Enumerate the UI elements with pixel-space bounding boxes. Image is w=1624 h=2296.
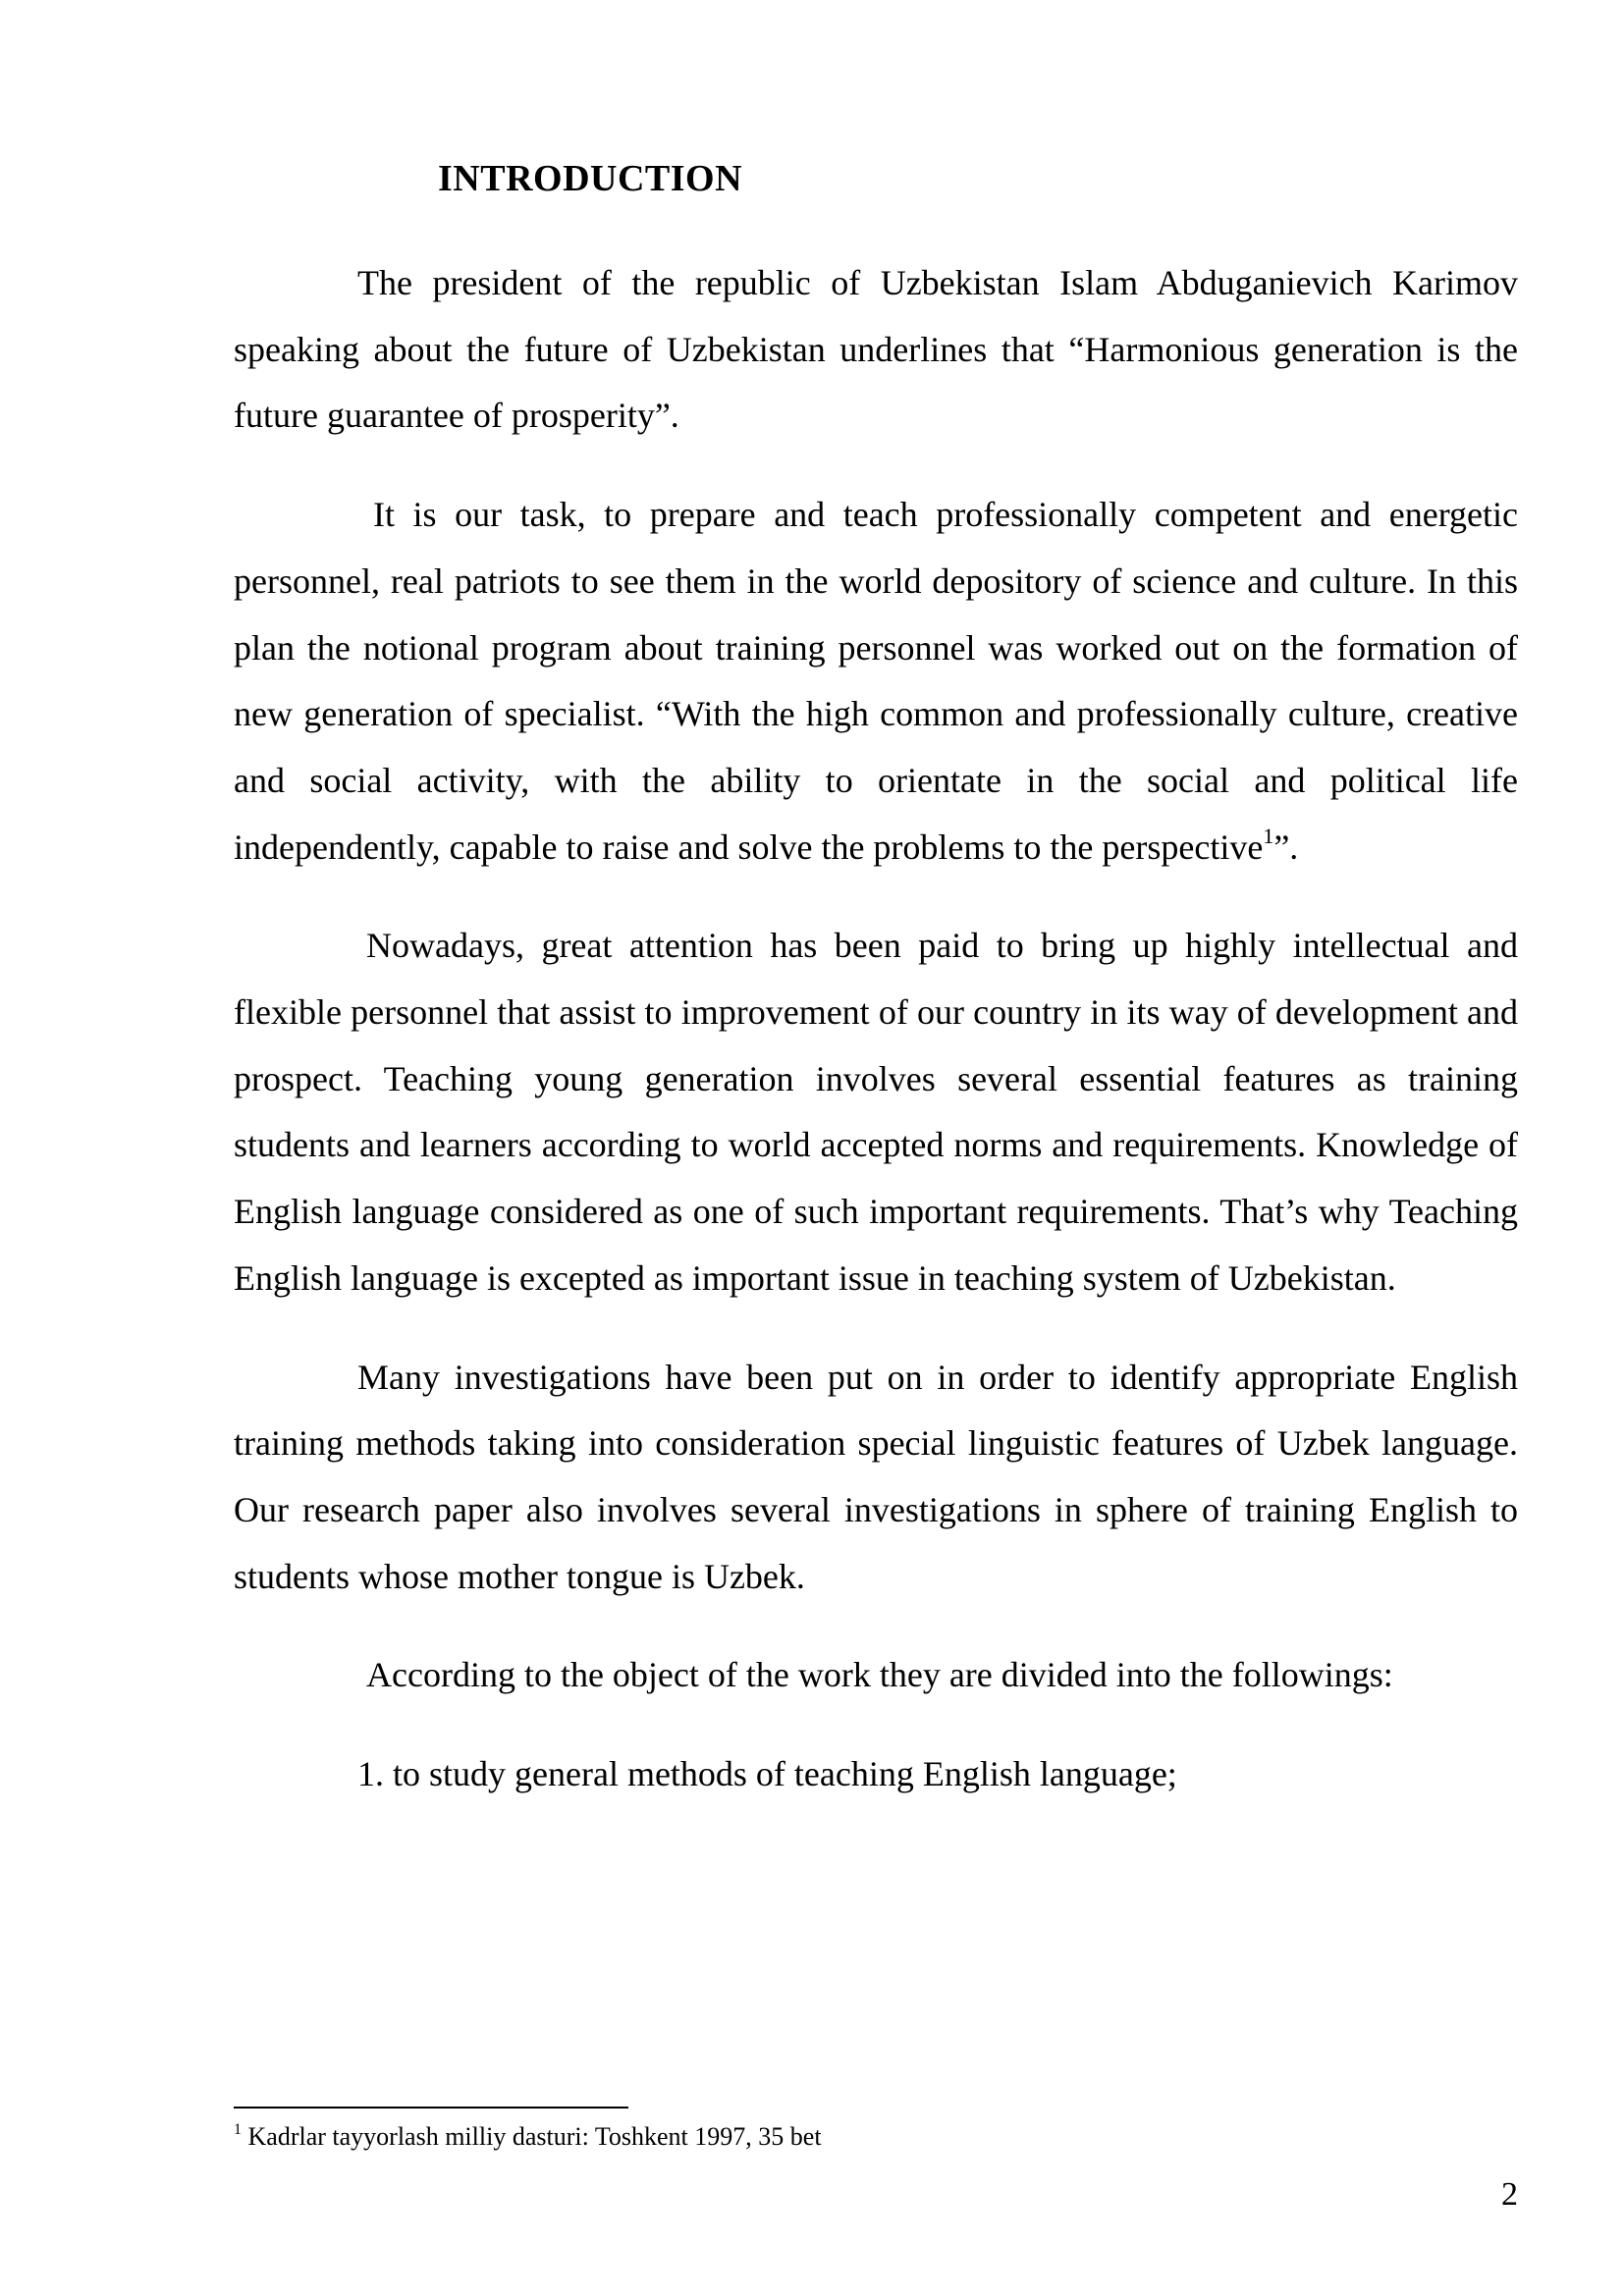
paragraph-1: The president of the republic of Uzbekistan Islam Abduganievich Karimov speaking about the future of Uzbekistan underlines that “Harmonious generation is the future guarantee of prosperity”. (234, 263, 1518, 436)
paragraph-4: Many investigations have been put on in order to identify appropriate English training methods taking into consideration special linguistic features of Uzbek language. Our research paper also involves several investigations in sphere of training English to students whose mother tongue is Uzbek. (234, 1357, 1518, 1596)
paragraph-2-closing: ”. (1273, 827, 1299, 867)
paragraph-3: Nowadays, great attention has been paid to bring up highly intellectual and flexible personnel that assist to improvement of our country in its way of development and prospect. Teaching young generation involves several essential features as training students and learners according to world accepted norms and requirements. Knowledge of English language considered as one of such important requirements. That’s why Teaching English language is excepted as important issue in teaching system of Uzbekistan. (234, 926, 1518, 1298)
footnote-text: Kadrlar tayyorlash milliy dasturi: Toshkent 1997, 35 bet (247, 2122, 822, 2151)
paragraph-5: According to the object of the work they are divided into the followings: (366, 1655, 1393, 1695)
footnote-separator (234, 2107, 628, 2109)
footnote-marker: 1 (234, 2121, 242, 2138)
page-number: 2 (1501, 2176, 1518, 2213)
footnote-reference: 1 (1263, 823, 1274, 848)
paragraph-2 (234, 482, 1518, 881)
section-heading: INTRODUCTION (438, 158, 743, 199)
paragraph-2-text: It is our task, to prepare and teach professionally competent and energetic personnel, real patriots to see them in the world depository of science and culture. In this plan the notional program about training personnel was worked out on the formation of new generation of specialist. “With the high common and professionally culture, creative and social activity, with the ability to orientate in the social and political life independently, capable to raise and solve the problems to the perspective (234, 495, 1518, 867)
body-text (234, 250, 1518, 1841)
list-item-1: 1. to study general methods of teaching English language; (357, 1754, 1177, 1794)
footnote (234, 2120, 822, 2154)
